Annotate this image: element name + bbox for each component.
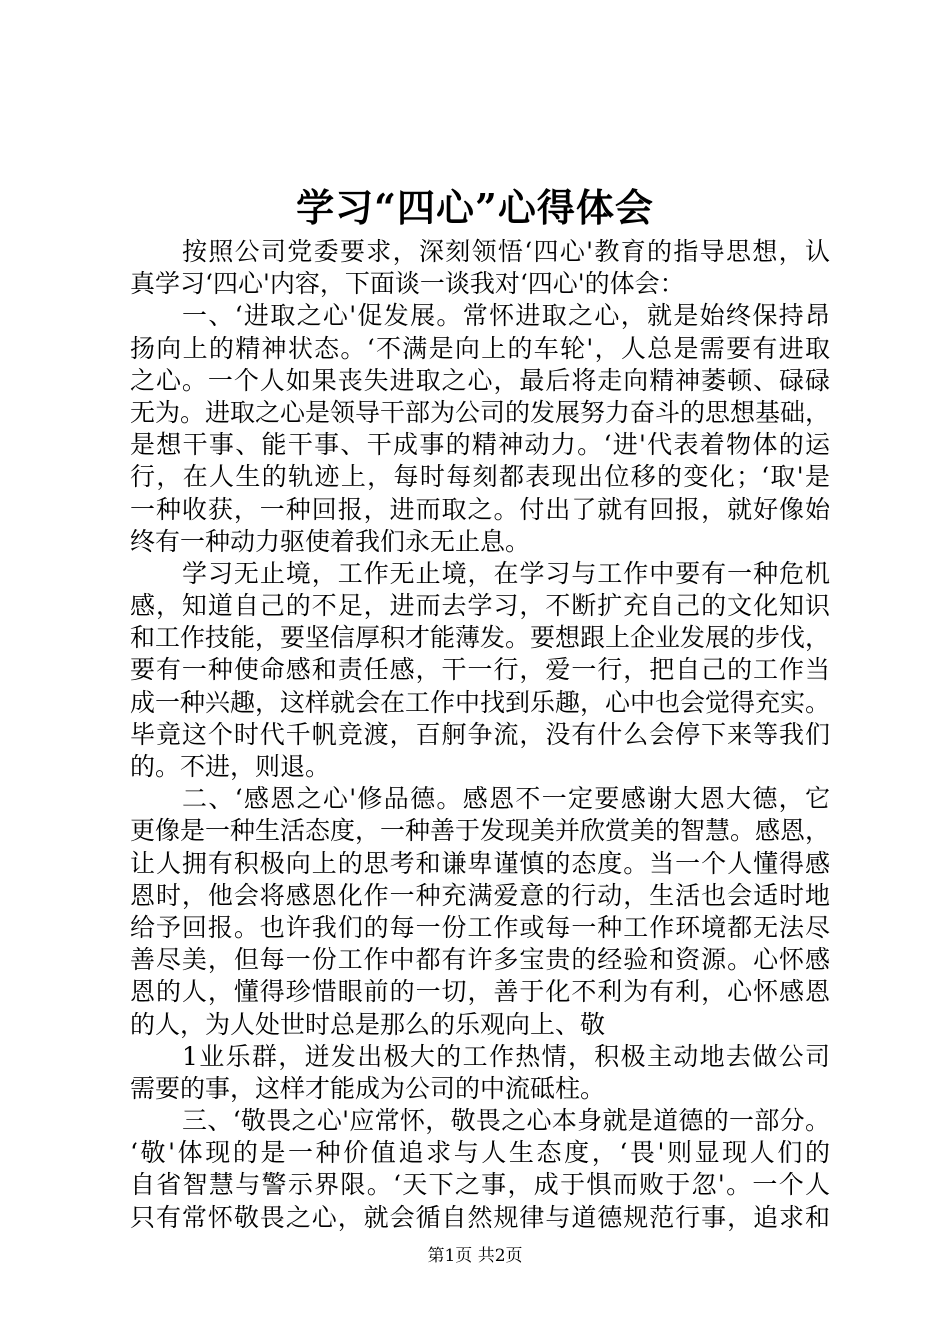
text-line: 真学习‘四心'内容，下面谈一谈我对‘四心'的体会： [130, 269, 685, 299]
text-line: 自省智慧与警示界限。‘天下之事，成于惧而败于忽'。一个人 [130, 1170, 830, 1200]
text-line: 一种收获，一种回报，进而取之。付出了就有回报，就好像始 [130, 494, 830, 524]
page-number: 第1页 共2页 [427, 1246, 523, 1266]
text-line: 要有一种使命感和责任感，干一行，爱一行，把自己的工作当 [130, 655, 830, 685]
text-line: 恩的人，懂得珍惜眼前的一切，善于化不利为有利，心怀感恩 [130, 977, 830, 1007]
text-line: 和工作技能，要坚信厚积才能薄发。要想跟上企业发展的步伐， [130, 623, 831, 653]
text-line: 感，知道自己的不足，进而去学习，不断扩充自己的文化知识 [130, 591, 830, 621]
text-line: 二、‘感恩之心'修品德。感恩不一定要感谢大恩大德，它 [182, 784, 830, 814]
text-line: 只有常怀敬畏之心，就会循自然规律与道德规范行事，追求和 [130, 1202, 830, 1232]
text-line: 是想干事、能干事、干成事的精神动力。‘进'代表着物体的运 [130, 430, 830, 460]
text-line: 按照公司党委要求，深刻领悟‘四心'教育的指导思想，认 [182, 237, 830, 266]
text-line: 更像是一种生活态度，一种善于发现美并欣赏美的智慧。感恩， [130, 816, 831, 846]
text-line: 扬向上的精神状态。‘不满是向上的车轮'，人总是需要有进取 [130, 333, 830, 363]
text-line: 三、‘敬畏之心'应常怀，敬畏之心本身就是道德的一部分。 [182, 1106, 830, 1136]
text-line: 的人，为人处世时总是那么的乐观向上、敬 [130, 1009, 606, 1039]
text-line: 一、‘进取之心'促发展。常怀进取之心，就是始终保持昂 [182, 301, 830, 331]
text-line: 无为。进取之心是领导干部为公司的发展努力奋斗的思想基础， [130, 397, 831, 427]
text-line: 让人拥有积极向上的思考和谦卑谨慎的态度。当一个人懂得感 [130, 848, 830, 878]
text-line: 终有一种动力驱使着我们永无止息。 [130, 526, 531, 556]
text-line: 成一种兴趣，这样就会在工作中找到乐趣，心中也会觉得充实。 [130, 687, 831, 717]
text-line: 需要的事，这样才能成为公司的中流砥柱。 [130, 1073, 606, 1103]
text-line: 之心。一个人如果丧失进取之心，最后将走向精神萎顿、碌碌 [130, 365, 830, 395]
text-line: 恩时，他会将感恩化作一种充满爱意的行动，生活也会适时地 [130, 880, 830, 910]
text-line: 的。不进，则退。 [130, 752, 331, 781]
text-line: ‘敬'体现的是一种价值追求与人生态度，‘畏'则显现人们的 [130, 1138, 830, 1168]
text-line: 1业乐群，迸发出极大的工作热情，积极主动地去做公司 [182, 1041, 830, 1071]
document-body [130, 236, 830, 1234]
text-line: 行，在人生的轨迹上，每时每刻都表现出位移的变化；‘取'是 [130, 462, 830, 492]
text-line: 毕竟这个时代千帆竞渡，百舸争流，没有什么会停下来等我们 [130, 719, 830, 749]
document-title: 学习“四心”心得体会 [296, 185, 654, 230]
text-line: 善尽美，但每一份工作中都有许多宝贵的经验和资源。心怀感 [130, 945, 830, 975]
text-line: 给予回报。也许我们的每一份工作或每一种工作环境都无法尽 [130, 912, 830, 942]
text-line: 学习无止境，工作无止境，在学习与工作中要有一种危机 [182, 558, 830, 588]
